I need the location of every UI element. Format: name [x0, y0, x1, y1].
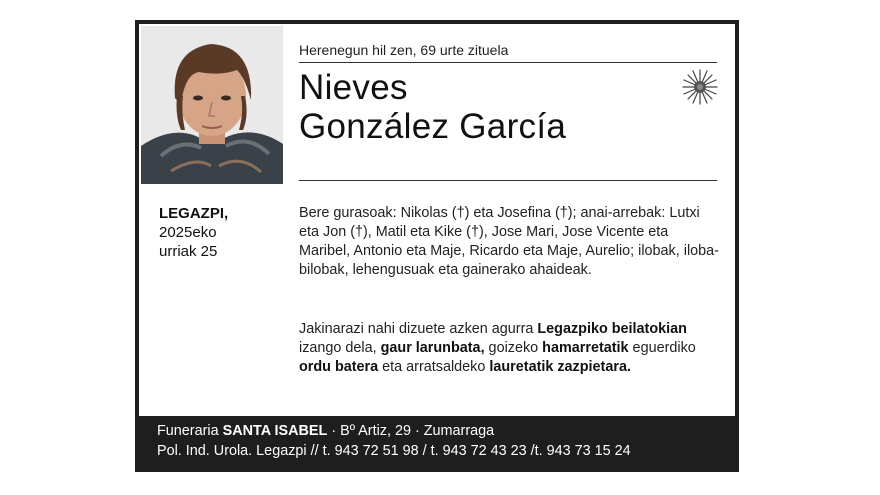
divider-middle [299, 180, 717, 181]
deceased-name [299, 68, 566, 146]
footer-line-1 [157, 421, 735, 441]
footer-line-2: Pol. Ind. Urola. Legazpi // t. 943 72 51 98 / t. 943 72 43 23 /t. 943 73 15 24 [157, 443, 631, 459]
surnames: González García [299, 107, 567, 146]
farewell-notice [299, 320, 721, 377]
date: urriak 25 [159, 243, 218, 260]
first-name: Nieves [299, 68, 408, 107]
notice-time-start: hamarretatik [542, 340, 629, 356]
funeral-home-name: SANTA ISABEL [222, 423, 328, 439]
notice-text: Jakinarazi nahi dizuete azken agurra [299, 321, 538, 337]
obituary-card [135, 20, 739, 472]
notice-text: izango dela, [299, 340, 381, 356]
notice-time-end: ordu batera [299, 359, 379, 375]
funeral-home-footer [139, 416, 735, 468]
footer-prefix: Funeraria [157, 423, 223, 439]
flower-icon [681, 68, 719, 106]
portrait-photo [141, 26, 283, 184]
notice-text: eguerdiko [628, 340, 696, 356]
family-text: Bere gurasoak: Nikolas (†) eta Josefina (†); anai-arrebak: Lutxi eta Jon (†), Matil eta Kike (†), Jose Mari, Jose Vicente eta Maribel, Antonio eta Maje, Ricardo eta Maje, Aurelio; ilobak, iloba-bilobak, lehengusuak eta gainerako ahaideak. [299, 205, 719, 278]
death-announcement: Herenegun hil zen, 69 urte zituela [299, 42, 509, 58]
notice-day: gaur larunbata, [380, 340, 485, 356]
notice-afternoon-hours: lauretatik zazpietara. [489, 359, 631, 375]
town: LEGAZPI, [159, 205, 229, 222]
notice-text: eta arratsaldeko [378, 359, 490, 375]
notice-text: goizeko [484, 340, 543, 356]
notice-location: Legazpiko beilatokian [537, 321, 687, 337]
year: 2025eko [159, 224, 217, 241]
place-and-date [159, 204, 228, 261]
funeral-home-address: · Bº Artiz, 29 · Zumarraga [327, 423, 495, 439]
divider-top [299, 62, 717, 63]
